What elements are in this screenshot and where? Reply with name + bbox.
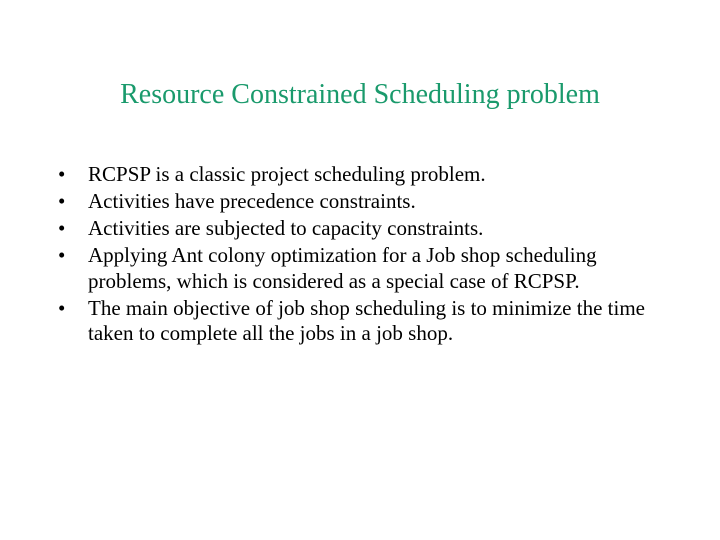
bullet-icon: • [58,243,66,267]
bullet-item [58,216,668,242]
slide-title: Resource Constrained Scheduling problem [120,79,600,110]
bullet-text: RCPSP is a classic project scheduling problem. [88,162,486,186]
bullet-list [58,162,668,348]
bullet-icon: • [58,295,66,320]
bullet-text: Activities are subjected to capacity constraints. [88,216,484,240]
bullet-icon: • [58,216,66,240]
bullet-item [58,189,668,215]
bullet-icon: • [58,162,66,186]
bullet-item [58,162,668,188]
bullet-text: Applying Ant colony optimization for a Job shop scheduling problems, which is considered as a special case of RCPSP. [88,243,597,293]
bullet-item [58,296,668,347]
bullet-text: The main objective of job shop scheduling is to minimize the time taken to complete all the jobs in a job shop. [88,295,645,345]
bullet-icon: • [58,189,66,213]
bullet-text: Activities have precedence constraints. [88,189,416,213]
bullet-item [58,243,668,294]
